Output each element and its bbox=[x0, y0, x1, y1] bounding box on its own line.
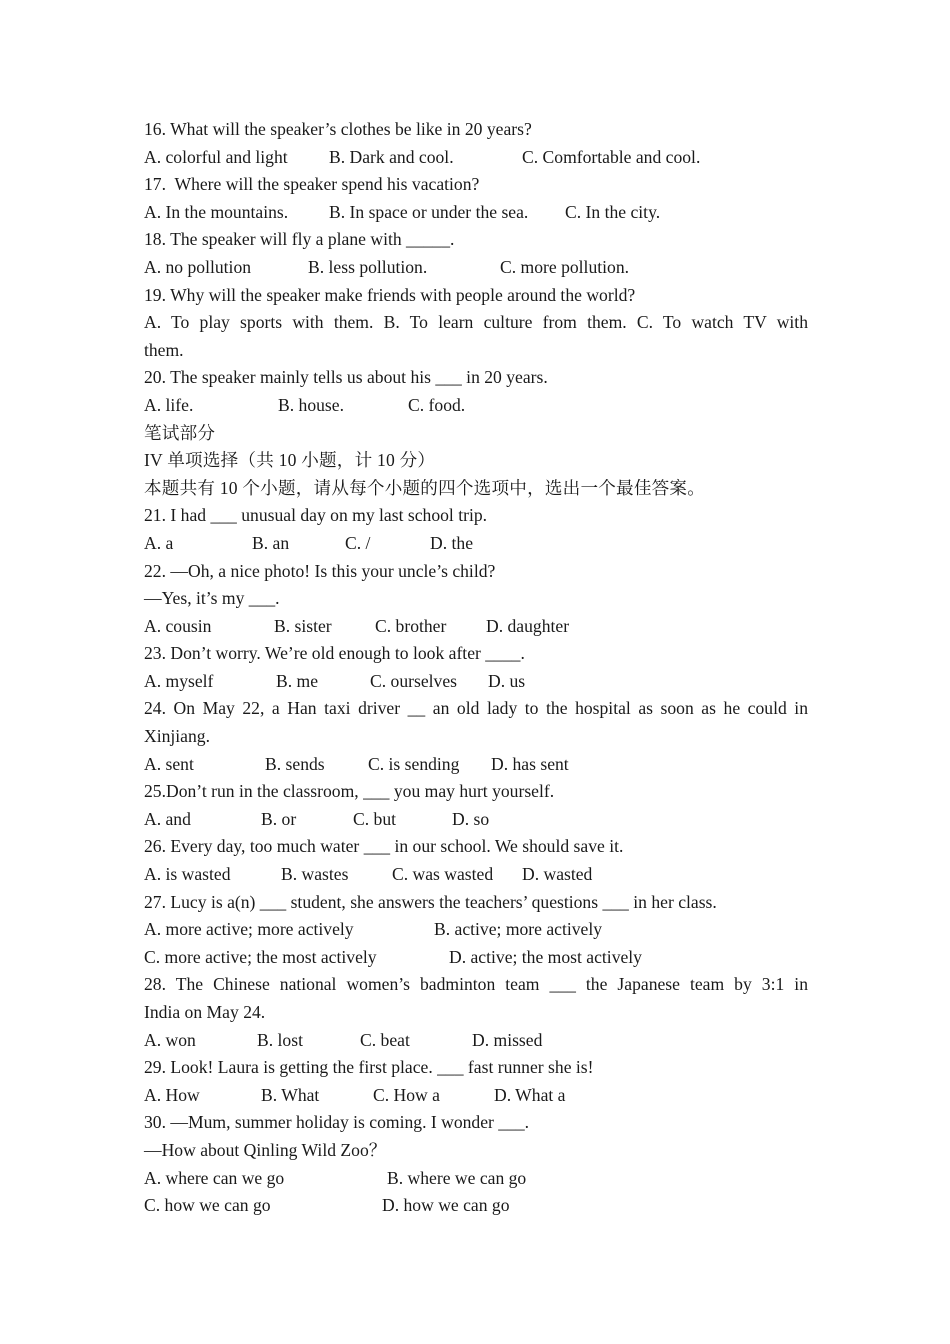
option-c: C. In the city. bbox=[565, 201, 661, 222]
option-c: C. beat bbox=[360, 1029, 410, 1050]
question-28-stem: 28. The Chinese national women’s badminton team ___ the Japanese team by 3:1 in bbox=[144, 974, 808, 995]
section-part-title: IV 单项选择（共 10 小题，计 10 分） bbox=[144, 450, 436, 471]
question-17-stem: 17. Where will the speaker spend his vacation? bbox=[144, 174, 480, 195]
question-28-stem-cont: India on May 24. bbox=[144, 1002, 266, 1022]
question-22-options bbox=[144, 613, 808, 641]
option-b: B. or bbox=[261, 808, 297, 829]
question-30-reply: —How about Qinling Wild Zoo？ bbox=[144, 1139, 387, 1160]
option-d: D. daughter bbox=[486, 615, 570, 636]
option-c: C. Comfortable and cool. bbox=[522, 146, 701, 167]
option-b: B. house. bbox=[278, 394, 344, 415]
question-25-options bbox=[144, 806, 808, 834]
option-c: C. brother bbox=[375, 615, 447, 636]
option-b: B. lost bbox=[257, 1029, 303, 1050]
question-29-stem: 29. Look! Laura is getting the first place. ___ fast runner she is! bbox=[144, 1057, 594, 1078]
question-23-options bbox=[144, 668, 808, 696]
question-20-stem: 20. The speaker mainly tells us about his ___ in 20 years. bbox=[144, 367, 548, 388]
option-b: B. In space or under the sea. bbox=[329, 201, 529, 222]
option-c: C. but bbox=[353, 808, 397, 829]
option-b: B. What bbox=[261, 1084, 320, 1105]
question-18-options bbox=[144, 254, 808, 282]
option-a: A. sent bbox=[144, 753, 194, 774]
option-d: D. the bbox=[430, 532, 473, 553]
option-d: D. so bbox=[452, 808, 490, 829]
option-b: B. sister bbox=[274, 615, 332, 636]
question-18-stem: 18. The speaker will fly a plane with _____. bbox=[144, 229, 455, 250]
option-d: D. What a bbox=[494, 1084, 566, 1105]
option-b: B. where we can go bbox=[387, 1167, 527, 1188]
question-19-stem: 19. Why will the speaker make friends with people around the world? bbox=[144, 284, 636, 305]
question-30-stem: 30. —Mum, summer holiday is coming. I wonder ___. bbox=[144, 1112, 530, 1133]
option-a: A. cousin bbox=[144, 615, 212, 636]
option-a: A. and bbox=[144, 808, 191, 829]
question-16-stem: 16. What will the speaker’s clothes be like in 20 years? bbox=[144, 119, 532, 139]
option-b: B. less pollution. bbox=[308, 256, 428, 277]
question-30-options-ab bbox=[144, 1165, 808, 1193]
question-16-options bbox=[144, 144, 808, 172]
question-24-options bbox=[144, 751, 808, 779]
question-23-stem: 23. Don’t worry. We’re old enough to look after ____. bbox=[144, 643, 525, 664]
option-a: A. In the mountains. bbox=[144, 201, 289, 222]
exam-page bbox=[144, 116, 808, 1220]
option-a: A. no pollution bbox=[144, 256, 252, 277]
question-17-options bbox=[144, 199, 808, 227]
option-c: C. how we can go bbox=[144, 1195, 271, 1216]
question-25-stem: 25.Don’t run in the classroom, ___ you may hurt yourself. bbox=[144, 781, 555, 802]
question-27-options-ab bbox=[144, 916, 808, 944]
option-c: C. was wasted bbox=[392, 864, 494, 885]
option-b: B. Dark and cool. bbox=[329, 146, 454, 167]
option-d: D. wasted bbox=[522, 864, 593, 885]
question-26-options bbox=[144, 861, 808, 889]
option-b: B. me bbox=[276, 670, 319, 691]
option-a: A. is wasted bbox=[144, 864, 231, 885]
option-c: C. is sending bbox=[368, 753, 460, 774]
option-a: A. colorful and light bbox=[144, 146, 288, 167]
option-a: A. a bbox=[144, 532, 174, 553]
question-20-options bbox=[144, 392, 808, 420]
option-b: B. active; more actively bbox=[434, 919, 603, 940]
option-d: D. us bbox=[488, 670, 526, 691]
option-a: A. myself bbox=[144, 670, 214, 691]
option-a: A. where can we go bbox=[144, 1167, 285, 1188]
question-24-stem-cont: Xinjiang. bbox=[144, 726, 210, 747]
option-c: C. food. bbox=[408, 394, 466, 415]
question-19-options-cont: them. bbox=[144, 339, 184, 360]
question-21-options bbox=[144, 530, 808, 558]
question-19-options: A. To play sports with them. B. To learn culture from them. C. To watch TV with bbox=[144, 312, 808, 333]
section-instructions: 本题共有 10 个小题，请从每个小题的四个选项中，选出一个最佳答案。 bbox=[144, 477, 706, 498]
option-a: A. more active; more actively bbox=[144, 919, 354, 940]
option-c: C. / bbox=[345, 532, 371, 553]
option-b: B. sends bbox=[265, 753, 325, 774]
option-b: B. an bbox=[252, 532, 290, 553]
option-a: A. How bbox=[144, 1084, 200, 1105]
option-d: D. active; the most actively bbox=[449, 946, 642, 967]
question-29-options bbox=[144, 1082, 808, 1110]
question-26-stem: 26. Every day, too much water ___ in our school. We should save it. bbox=[144, 836, 624, 857]
option-b: B. wastes bbox=[281, 864, 349, 885]
option-c: C. ourselves bbox=[370, 670, 457, 691]
option-c: C. How a bbox=[373, 1084, 440, 1105]
section-written: 笔试部分 bbox=[144, 422, 216, 443]
option-a: A. life. bbox=[144, 394, 194, 415]
question-21-stem: 21. I had ___ unusual day on my last school trip. bbox=[144, 505, 488, 526]
question-27-stem: 27. Lucy is a(n) ___ student, she answers the teachers’ questions ___ in her class. bbox=[144, 891, 717, 912]
question-24-stem: 24. On May 22, a Han taxi driver __ an old lady to the hospital as soon as he could in bbox=[144, 698, 808, 719]
question-30-options-cd bbox=[144, 1192, 808, 1220]
question-28-options bbox=[144, 1027, 808, 1055]
question-27-options-cd bbox=[144, 944, 808, 972]
option-d: D. missed bbox=[472, 1029, 543, 1050]
option-c: C. more active; the most actively bbox=[144, 946, 377, 967]
option-d: D. how we can go bbox=[382, 1195, 510, 1216]
option-a: A. won bbox=[144, 1029, 196, 1050]
question-22-reply: —Yes, it’s my ___. bbox=[144, 588, 280, 609]
question-22-stem: 22. —Oh, a nice photo! Is this your uncle’s child? bbox=[144, 560, 496, 581]
option-c: C. more pollution. bbox=[500, 256, 630, 277]
option-d: D. has sent bbox=[491, 753, 569, 774]
